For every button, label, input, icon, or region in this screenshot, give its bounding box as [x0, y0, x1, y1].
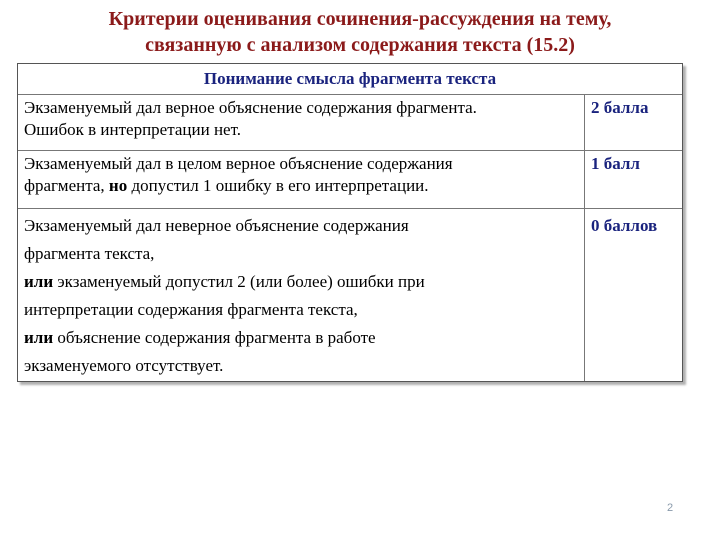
text-fragment: фрагмента, [24, 176, 109, 195]
slide-title [0, 6, 720, 58]
table-header: Понимание смысла фрагмента текста [18, 64, 682, 95]
criteria-row-0-points [18, 209, 682, 381]
score-cell: 0 баллов [591, 216, 658, 235]
keyword-or: или [24, 272, 54, 291]
description-line: экзаменуемого отсутствует. [24, 356, 224, 375]
row-description [18, 151, 585, 208]
keyword-but: но [108, 176, 128, 195]
text-fragment: объяснение содержания фрагмента в работе [53, 328, 376, 347]
description-line: интерпретации содержания фрагмента текста, [24, 300, 358, 319]
description-line: Экзаменуемый дал неверное объяснение содержания [24, 216, 409, 235]
keyword-or: или [24, 328, 54, 347]
description-line [24, 324, 578, 352]
text-fragment: экзаменуемый допустил 2 (или более) ошибки при [53, 272, 425, 291]
description-line: Экзаменуемый дал верное объяснение содержания фрагмента. [24, 98, 477, 117]
description-line: Экзаменуемый дал в целом верное объяснение содержания [24, 154, 453, 173]
description-line: фрагмента текста, [24, 244, 155, 263]
page-number: 2 [667, 502, 674, 514]
row-description [18, 209, 585, 381]
score-cell: 2 балла [591, 98, 649, 117]
description-line [24, 268, 578, 296]
description-line: Ошибок в интерпретации нет. [24, 120, 241, 139]
score-cell: 1 балл [591, 154, 640, 173]
row-description [18, 95, 585, 150]
criteria-row-2-points [18, 95, 682, 151]
description-line [24, 175, 578, 197]
criteria-row-1-point [18, 151, 682, 209]
slide-title-line-1: Критерии оценивания сочинения-рассуждения на тему, [108, 8, 612, 30]
slide-title-line-2: связанную с анализом содержания текста (15.2) [145, 34, 575, 56]
criteria-table [17, 63, 683, 382]
text-fragment: допустил 1 ошибку в его интерпретации. [127, 176, 429, 195]
